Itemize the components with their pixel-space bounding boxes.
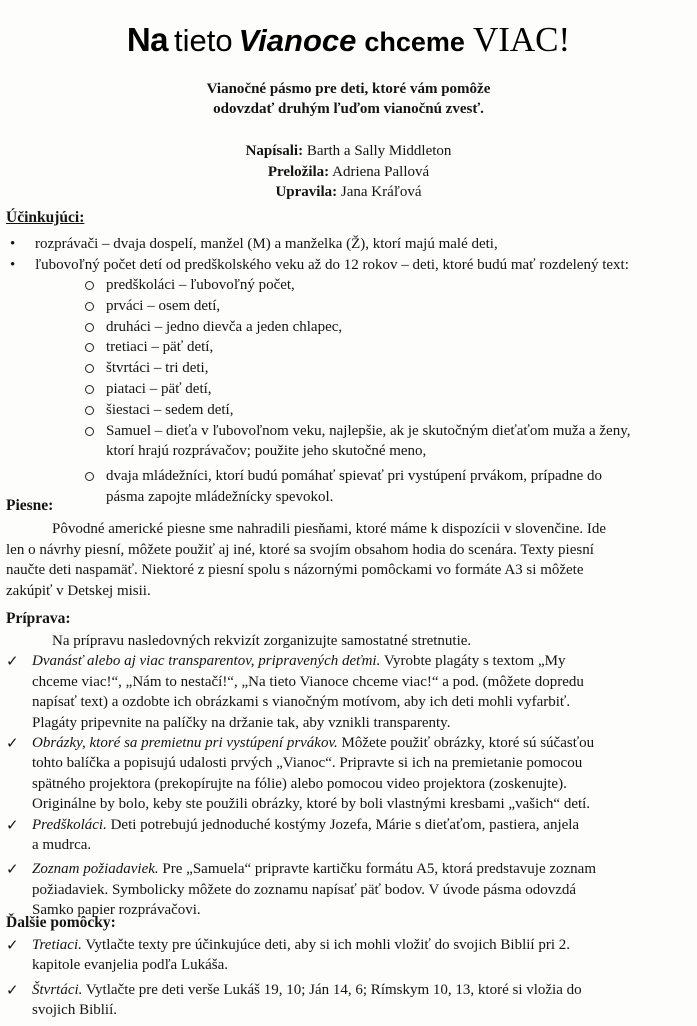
sub-list-item: prváci – osem detí, bbox=[0, 296, 697, 317]
sub-list-item: druháci – jedno dievča a jeden chlapec, bbox=[0, 317, 697, 338]
text-line: len o návrhy piesní, môžete použiť aj iné, ktoré sa svojím obsahom hodia do scenára. Texty piesní bbox=[6, 541, 594, 558]
title-word-vianoce: Vianoce bbox=[238, 23, 357, 58]
section-heading-songs: Piesne: bbox=[6, 497, 54, 514]
checkmark-icon: ✓ bbox=[6, 815, 19, 834]
section-heading-aids: Ďalšie pomôcky: bbox=[6, 914, 116, 931]
preparation-list bbox=[6, 631, 692, 921]
credit-authors: Napísali: Barth a Sally Middleton bbox=[245, 143, 452, 159]
sub-list-item: šiestaci – sedem detí, bbox=[0, 400, 697, 421]
circle-bullet-icon bbox=[85, 281, 94, 290]
preparation-intro: Na prípravu nasledovných rekvizít zorganizujte samostatné stretnutie. bbox=[52, 633, 472, 649]
subtitle-line: odovzdať druhým ľuďom vianočnú zvesť. bbox=[213, 101, 484, 117]
circle-bullet-icon bbox=[85, 323, 94, 332]
sub-list-item: predškoláci – ľubovoľný počet, bbox=[0, 275, 697, 296]
preparation-item: ✓ Predškoláci. Deti potrebujú jednoduché kostýmy Jozefa, Márie s dieťaťom, pastiera, anjela a mudrca. bbox=[6, 815, 580, 854]
checkmark-icon: ✓ bbox=[6, 652, 19, 671]
sub-list-item: piataci – päť detí, bbox=[0, 379, 697, 400]
section-heading-preparation: Príprava: bbox=[6, 610, 71, 627]
aids-list bbox=[6, 935, 692, 1021]
subtitle-line: Vianočné pásmo pre deti, ktoré vám pomôže bbox=[206, 81, 491, 97]
subtitle bbox=[0, 79, 697, 119]
checkmark-icon: ✓ bbox=[6, 980, 19, 999]
circle-bullet-icon bbox=[85, 385, 94, 394]
title-word-viac: VIAC! bbox=[472, 20, 571, 59]
preparation-item: ✓ Dvanásť alebo aj viac transparentov, pripravených deťmi. Vyrobte plagáty s textom „My chceme viac!“, „Nám to nestačí!“, „Na tieto Vianoce chceme viac!“ a pod. (môžete dopredu napísať text) a ozdobte ich obrázkami s vianočným motívom, aby ich deti mohli vyfarbiť. Plagáty pripevnite na palíčky na držanie tak, aby vznikli transparenty. bbox=[6, 652, 584, 731]
circle-bullet-icon bbox=[85, 406, 94, 415]
section-heading-cast: Účinkujúci: bbox=[6, 209, 85, 226]
title-word-chceme: chceme bbox=[364, 27, 465, 57]
bullet-icon: • bbox=[10, 256, 16, 273]
cast-list bbox=[0, 234, 697, 508]
circle-bullet-icon bbox=[85, 472, 94, 481]
circle-bullet-icon bbox=[85, 302, 94, 311]
checkmark-icon: ✓ bbox=[6, 860, 19, 879]
sub-list-item: Samuel – dieťa v ľubovoľnom veku, najlepšie, ak je skutočným dieťaťom muža a ženy, ktorí hrajú rozprávačov; použite jeho skutočné meno, bbox=[0, 421, 697, 463]
circle-bullet-icon bbox=[85, 427, 94, 436]
sub-list-item: dvaja mládežníci, ktorí budú pomáhať spievať pri vystúpení prvákom, prípadne do pásma zapojte mládežnícky spevokol. bbox=[0, 466, 697, 508]
text-line: naučte deti naspamäť. Niektoré z piesní spolu s názornými pomôckami vo formáte A3 si môžete bbox=[6, 562, 584, 578]
page-title bbox=[0, 14, 697, 73]
list-item: • ľubovoľný počet detí od predškolského veku až do 12 rokov – deti, ktoré budú mať rozdelený text: bbox=[0, 255, 697, 276]
circle-bullet-icon bbox=[85, 364, 94, 373]
text-line: Pôvodné americké piesne sme nahradili piesňami, ktoré máme k dispozícii v slovenčine. Ide bbox=[52, 521, 607, 537]
songs-paragraph bbox=[6, 519, 686, 601]
preparation-item: ✓ Zoznam požiadaviek. Pre „Samuela“ pripravte kartičku formátu A5, ktorá predstavuje zoznam požiadaviek. Symbolicky môžete do zoznamu napísať päť bodov. V úvode pásma odovzdá Samko papier rozprávačovi. bbox=[6, 860, 597, 919]
bullet-icon: • bbox=[10, 236, 16, 252]
sub-list-item: štvrtáci – tri deti, bbox=[0, 358, 697, 379]
aids-item: ✓ Tretiaci. Vytlačte texty pre účinkujúce deti, aby si ich mohli vložiť do svojich Biblií pri 2. kapitole evanjelia podľa Lukáša. bbox=[6, 936, 571, 974]
aids-item: ✓ Štvrtáci. Vytlačte pre deti verše Lukáš 19, 10; Ján 14, 6; Rímskym 10, 13, ktoré si vložia do svojich Biblií. bbox=[6, 980, 582, 1019]
checkmark-icon: ✓ bbox=[6, 734, 19, 753]
credits bbox=[0, 141, 697, 203]
text-line: zakúpiť v Detskej misii. bbox=[6, 582, 151, 599]
credit-editor: Upravila: Jana Kráľová bbox=[275, 184, 422, 200]
list-item: • rozprávači – dvaja dospelí, manžel (M) a manželka (Ž), ktorí majú malé deti, bbox=[0, 234, 697, 255]
title-word-tieto: tieto bbox=[174, 23, 233, 58]
credit-translator: Preložila: Adriena Pallová bbox=[267, 163, 430, 180]
preparation-item: ✓ Obrázky, ktoré sa premietnu pri vystúpení prvákov. Môžete použiť obrázky, ktoré sú súčasťou tohto balíčka a popisujú udalosti prvých „Vianoc“. Pripravte si ich na premietanie pomocou spätného projektora (prekopírujte na fólie) alebo pomocou video projektora (zoskenujte). Originálne by bolo, keby ste použili obrázky, ktoré by boli vlastnými kresbami „vašich“ detí. bbox=[6, 734, 595, 813]
sub-list-item: tretiaci – päť detí, bbox=[0, 337, 697, 358]
checkmark-icon: ✓ bbox=[6, 936, 19, 954]
title-word-na: Na bbox=[126, 21, 169, 58]
circle-bullet-icon bbox=[85, 343, 94, 352]
